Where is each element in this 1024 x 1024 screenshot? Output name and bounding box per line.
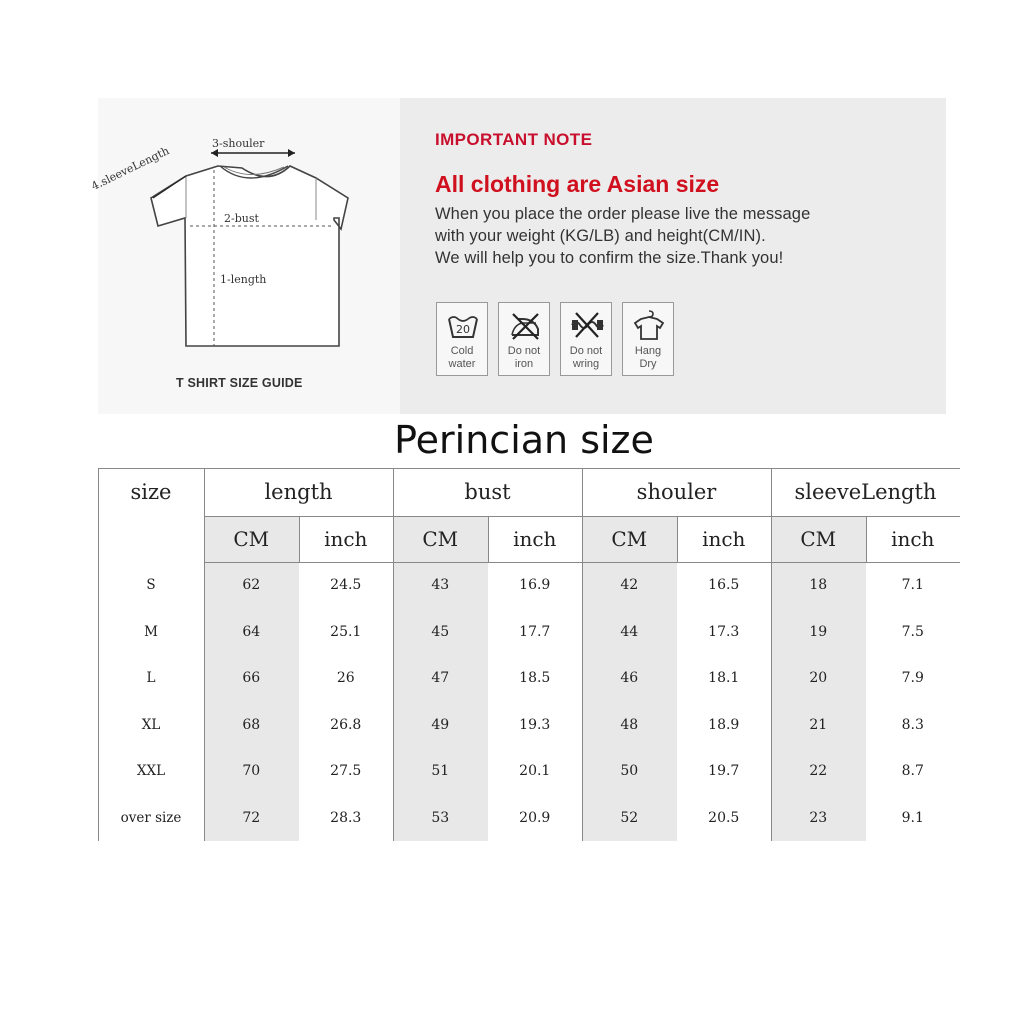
table-cell: 20 [809, 670, 828, 687]
bust-label: 2-bust [224, 212, 259, 225]
table-cell: 49 [431, 716, 450, 733]
table-cell: 19.3 [519, 716, 551, 733]
table-cell: 51 [431, 763, 450, 780]
table-divider [488, 516, 489, 562]
asian-size-headline: All clothing are Asian size [435, 171, 720, 197]
tshirt-guide-panel [89, 98, 400, 414]
care-do-not-wring [560, 302, 612, 376]
table-cell: 62 [242, 577, 261, 594]
table-cell: 20.1 [519, 763, 551, 780]
important-note-panel [400, 98, 946, 414]
table-cell: 7.1 [901, 577, 924, 594]
table-divider [771, 468, 772, 841]
cold-water-wash-icon [446, 309, 480, 341]
table-cell: 26 [336, 670, 355, 687]
table-divider [393, 468, 394, 841]
table-cell: 70 [242, 763, 261, 780]
table-cell: 45 [431, 623, 450, 640]
wash-temperature: 20 [456, 323, 470, 336]
do-not-wring-icon [570, 309, 604, 341]
care-cold-water [436, 302, 488, 376]
table-cell: 16.5 [708, 577, 740, 594]
length-label: 1-length [220, 273, 267, 286]
message-line-3: We will help you to confirm the size.Thank you! [435, 249, 784, 267]
table-cell: 7.5 [901, 623, 924, 640]
table-cell: 44 [620, 623, 639, 640]
size-label: M [144, 623, 158, 640]
table-cell: 23 [809, 809, 828, 826]
message-line-2: with your weight (KG/LB) and height(CM/IN). [435, 227, 766, 245]
table-cell: 18.9 [708, 716, 740, 733]
table-cell: 18 [809, 577, 828, 594]
column-group-bust: bust [464, 480, 511, 504]
table-cell: 50 [620, 763, 639, 780]
size-label: L [146, 670, 156, 687]
unit-header-cm: CM [611, 527, 648, 551]
table-cell: 42 [620, 577, 639, 594]
table-cell: 21 [809, 716, 828, 733]
table-cell: 72 [242, 809, 261, 826]
care-hang-dry [622, 302, 674, 376]
care-label-cold-water: Cold water [448, 345, 476, 370]
table-cell: 43 [431, 577, 450, 594]
size-table [98, 468, 958, 842]
size-label: XXL [136, 763, 166, 780]
column-group-length: length [264, 480, 333, 504]
table-cell: 24.5 [330, 577, 362, 594]
table-divider [299, 516, 300, 562]
unit-header-cm: CM [800, 527, 837, 551]
unit-header-cm: CM [233, 527, 270, 551]
table-cell: 20.5 [708, 809, 740, 826]
table-divider [582, 468, 583, 841]
table-divider [677, 516, 678, 562]
table-cell: 68 [242, 716, 261, 733]
hang-dry-icon [632, 309, 666, 341]
table-cell: 19 [809, 623, 828, 640]
page-title: Perincian size [394, 418, 654, 462]
column-group-sleeveLength: sleeveLength [794, 480, 937, 504]
care-label-do-not-iron: Do not iron [507, 345, 541, 370]
table-cell: 47 [431, 670, 450, 687]
guide-title: T SHIRT SIZE GUIDE [176, 376, 303, 390]
table-divider [98, 468, 99, 841]
table-cell: 52 [620, 809, 639, 826]
size-label: over size [120, 809, 182, 826]
unit-header-inch: inch [513, 527, 557, 551]
care-label-hang-dry: Hang Dry [634, 345, 662, 370]
table-cell: 27.5 [330, 763, 362, 780]
unit-header-cm: CM [422, 527, 459, 551]
table-divider [866, 516, 867, 562]
message-line-1: When you place the order please live the message [435, 205, 811, 223]
table-cell: 17.3 [708, 623, 740, 640]
important-note-heading: IMPORTANT NOTE [435, 130, 593, 149]
table-cell: 18.1 [708, 670, 740, 687]
unit-header-inch: inch [324, 527, 368, 551]
table-divider [98, 468, 960, 469]
table-cell: 26.8 [330, 716, 362, 733]
column-group-shouler: shouler [636, 480, 717, 504]
table-cell: 46 [620, 670, 639, 687]
care-label-do-not-wring: Do not wring [569, 345, 603, 370]
table-cell: 7.9 [901, 670, 924, 687]
table-cell: 22 [809, 763, 828, 780]
table-cell: 9.1 [901, 809, 924, 826]
table-cell: 66 [242, 670, 261, 687]
table-cell: 19.7 [708, 763, 740, 780]
table-cell: 20.9 [519, 809, 551, 826]
table-cell: 17.7 [519, 623, 551, 640]
table-cell: 8.7 [901, 763, 924, 780]
unit-header-inch: inch [702, 527, 746, 551]
table-cell: 25.1 [330, 623, 362, 640]
table-cell: 53 [431, 809, 450, 826]
size-guide-banner [89, 98, 946, 414]
size-label: S [146, 577, 156, 594]
unit-header-inch: inch [891, 527, 935, 551]
table-cell: 16.9 [519, 577, 551, 594]
table-divider [204, 468, 205, 841]
table-cell: 48 [620, 716, 639, 733]
do-not-iron-icon [508, 309, 542, 341]
shoulder-label: 3-shouler [212, 137, 265, 150]
size-label: XL [141, 716, 161, 733]
sleeve-length-label: 4.sleeveLength [89, 144, 172, 193]
table-cell: 18.5 [519, 670, 551, 687]
size-column-header: size [130, 480, 172, 504]
table-cell: 64 [242, 623, 261, 640]
table-cell: 8.3 [901, 716, 924, 733]
table-cell: 28.3 [330, 809, 362, 826]
care-do-not-iron [498, 302, 550, 376]
